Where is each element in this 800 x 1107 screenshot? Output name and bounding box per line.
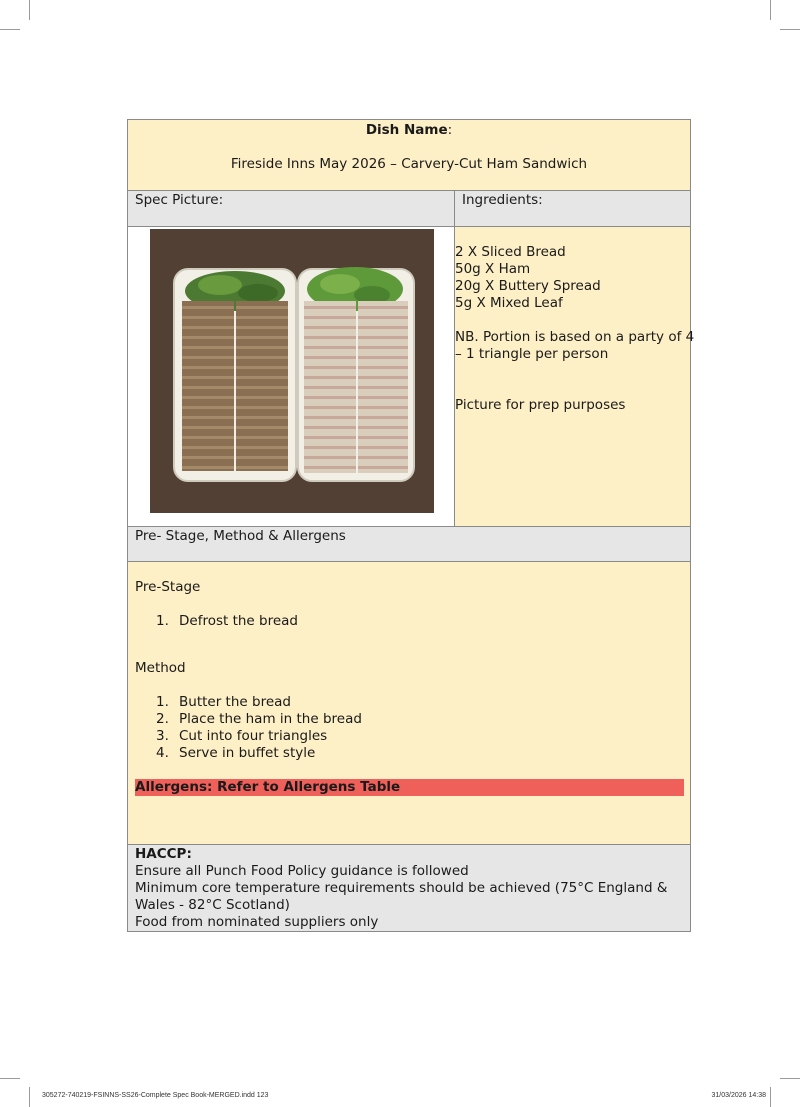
dish-name: Fireside Inns May 2026 – Carvery-Cut Ham Sandwich xyxy=(230,156,588,172)
spec-picture-header: Spec Picture: xyxy=(128,191,455,227)
crop-mark xyxy=(780,29,800,30)
allergens-banner: Allergens: Refer to Allergens Table xyxy=(135,779,684,796)
haccp-line: Minimum core temperature requirements should be achieved (75°C England & xyxy=(135,880,668,896)
list-item: 3. Cut into four triangles xyxy=(156,728,328,744)
haccp-line: Wales - 82°C Scotland) xyxy=(135,897,290,913)
ingredient-item: 20g X Buttery Spread xyxy=(455,278,601,294)
crop-mark xyxy=(780,1078,800,1079)
method-list xyxy=(156,694,683,762)
portion-note: NB. Portion is based on a party of 4 xyxy=(455,329,695,345)
haccp-cell xyxy=(128,845,691,932)
crop-mark xyxy=(29,1087,30,1107)
ingredients-header: Ingredients: xyxy=(455,191,691,227)
ingredient-item: 50g X Ham xyxy=(455,261,531,277)
picture-note: Picture for prep purposes xyxy=(455,397,626,413)
dish-title-cell xyxy=(128,120,691,191)
crop-mark xyxy=(0,29,20,30)
crop-mark xyxy=(770,0,771,20)
portion-note: – 1 triangle per person xyxy=(455,346,609,362)
crop-mark xyxy=(0,1078,20,1079)
ingredients-cell xyxy=(455,227,695,527)
crop-mark xyxy=(770,1087,771,1107)
list-item: 1. Butter the bread xyxy=(156,694,291,710)
crop-mark xyxy=(29,0,30,20)
method-title: Method xyxy=(135,660,186,676)
haccp-line: Food from nominated suppliers only xyxy=(135,914,379,930)
spec-picture-cell xyxy=(128,227,455,527)
spec-table xyxy=(127,119,695,932)
list-item: 1. Defrost the bread xyxy=(156,613,299,629)
method-header: Pre- Stage, Method & Allergens xyxy=(128,527,691,562)
list-item: 4. Serve in buffet style xyxy=(156,745,316,761)
list-item: 2. Place the ham in the bread xyxy=(156,711,362,727)
haccp-line: Ensure all Punch Food Policy guidance is followed xyxy=(135,863,469,879)
haccp-title: HACCP: xyxy=(135,846,192,862)
footer-timestamp: 31/03/2026 14:38 xyxy=(711,1092,766,1099)
dish-name-label: Dish Name: xyxy=(365,122,453,138)
pre-stage-list xyxy=(156,613,683,630)
footer-file-info: 305272-740219-FSINNS-SS26-Complete Spec Book-MERGED.indd 123 xyxy=(42,1092,269,1099)
sandwich-platter-photo xyxy=(150,229,434,513)
method-cell xyxy=(128,562,691,845)
ingredient-item: 5g X Mixed Leaf xyxy=(455,295,563,311)
pre-stage-title: Pre-Stage xyxy=(135,579,201,595)
ingredient-item: 2 X Sliced Bread xyxy=(455,244,566,260)
